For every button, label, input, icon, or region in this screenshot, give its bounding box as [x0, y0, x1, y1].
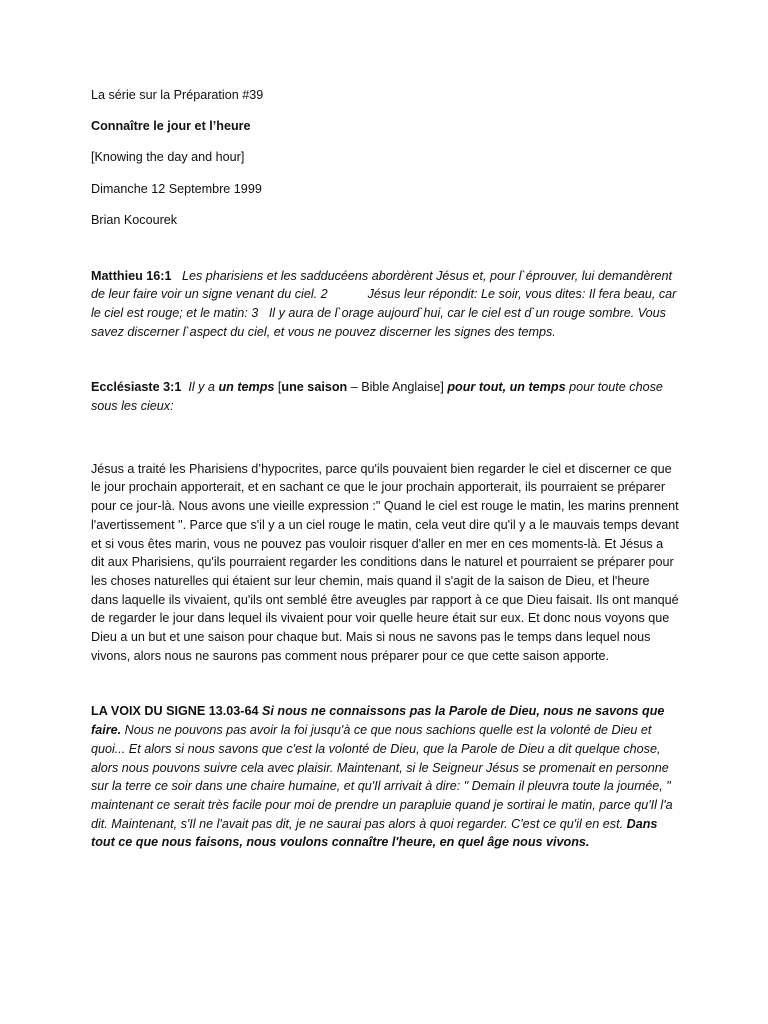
sermon-subtitle: [Knowing the day and hour] [91, 150, 245, 165]
matthew-text-a: Les pharisiens et les sadducéens abordèrent Jésus et, pour l`éprouver, lui demandèrent de leur faire voir un signe venant du ciel. 2 [91, 268, 673, 302]
ecclesiastes-t1: Il y a [188, 380, 215, 395]
matthew-text-b: Jésus leur répondit: Le soir, vous dites: Il fera beau, car le ciel est rouge; et le matin: 3 [91, 287, 677, 320]
series-line: La série sur la Préparation #39 [91, 88, 264, 102]
ecclesiastes-t6: pour tout, un temps [447, 380, 566, 395]
document-body [91, 86, 679, 852]
quote-section [91, 702, 679, 852]
quote-body: Nous ne pouvons pas avoir la foi jusqu'à ce que nous sachions quelle est la volonté de Dieu et quoi... Et alors si nous savons que c'est la volonté de Dieu, que la Parole de Dieu a dit quelque chose, alors nous pouvons suivre cela avec plaisir. Maintenant, si le Seigneur Jésus se promenait en personne sur la terre ce soir dans une chaire humaine, et qu'Il arrivait à dire: " Demain il pleuvra toute la journée, " maintenant ce serait très facile pour moi de prendre un parapluie quand je sortirai le matin, parce qu'Il l'a dit. Maintenant, s'Il ne l'avait pas dit, je ne saurai pas alors à quoi regarder. C'est ce qu'il en est. [91, 723, 673, 831]
ecclesiastes-t2: un temps [218, 380, 275, 395]
ecclesiastes-t3: [ [277, 380, 282, 395]
quote-closing: Dans tout ce que nous faisons, nous voulons connaître l'heure, en quel âge nous vivons. [91, 816, 658, 850]
matthew-ref: Matthieu 16:1 [91, 268, 172, 283]
sermon-author: Brian Kocourek [91, 212, 178, 227]
sermon-date: Dimanche 12 Septembre 1999 [91, 181, 262, 196]
sermon-title: Connaître le jour et l’heure [91, 119, 251, 134]
quote-lead: Si nous ne connaissons pas la Parole de Dieu, nous ne savons que faire. [91, 704, 665, 738]
ecclesiastes-t5: – Bible Anglaise] [347, 380, 444, 395]
quote-ref: LA VOIX DU SIGNE 13.03-64 [91, 704, 259, 719]
matthew-text-c: Il y aura de l`orage aujourd`hui, car le ciel est d`un rouge sombre. Vous savez discerner l`aspect du ciel, et vous ne pouvez discerner les signes des temps. [91, 305, 666, 339]
matthew-scripture [91, 267, 679, 342]
ecclesiastes-t7: pour toute chose sous les cieux: [91, 380, 663, 414]
ecclesiastes-ref: Ecclésiaste 3:1 [91, 380, 182, 395]
ecclesiastes-t4: une saison [281, 380, 348, 395]
commentary-paragraph: Jésus a traité les Pharisiens d’hypocrites, parce qu'ils pouvaient bien regarder le ciel et discerner ce que le jour prochain apporterait, et en sachant ce que le jour prochain apporterait, ils pourraient se préparer pour ce jour-là. Nous avons une vieille expression :" Quand le ciel est rouge le matin, les marins prennent l'avertissement ". Parce que s'il y a un ciel rouge le matin, cela veut dire qu'il y a le mauvais temps devant et si vous êtes marin, vous ne pouvez pas vouloir risquer d'aller en mer en ces moments-là. Et Jésus a dit aux Pharisiens, qu'ils pourraient regarder les conditions dans le naturel et pourraient se préparer pour les choses naturelles qui étaient sur leur chemin, mais quand il s'agit de la saison de Dieu, et l'heure dans laquelle ils vivaient, qu'ils ont semblé être aveugles par rapport à ce que Dieu faisait. Ils ont manqué de regarder le jour dans lequel ils vivaient pour voir quelle heure était sur eux. Et donc nous voyons que Dieu a un but et une saison pour chaque but. Mais si nous ne savons pas le temps dans lequel nous vivons, alors nous ne saurons pas comment nous préparer pour ce que cette saison apporte. [91, 461, 679, 663]
ecclesiastes-scripture [91, 378, 679, 415]
